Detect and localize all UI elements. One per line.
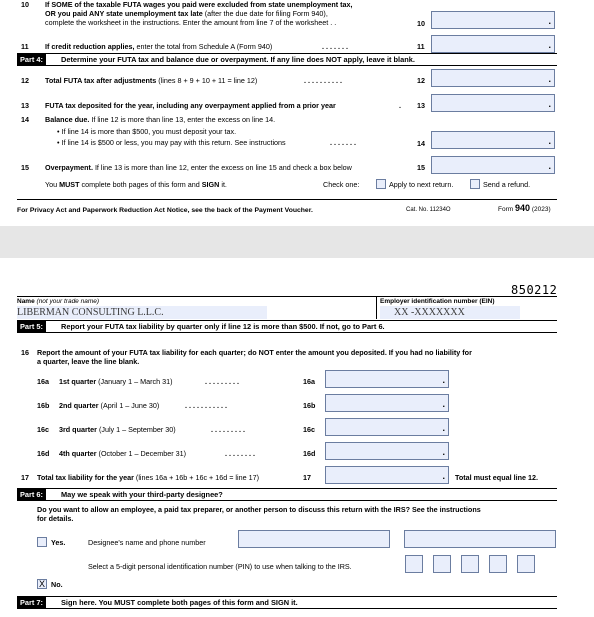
- line-12-ref: 12: [417, 76, 425, 85]
- pin-digit-5-box[interactable]: [517, 555, 535, 573]
- form-code: 850212: [511, 283, 558, 297]
- line-16b-amount-field[interactable]: [325, 394, 449, 412]
- line-16d-text: 4th quarter (October 1 – December 31): [59, 449, 187, 458]
- line-17-note: Total must equal line 12.: [455, 473, 538, 482]
- line-16a-number: 16a: [37, 377, 49, 386]
- line-17-amount-field[interactable]: [325, 466, 449, 484]
- apply-to-next-return-checkbox[interactable]: [376, 179, 386, 189]
- line-14-dots: . . . . . . .: [330, 138, 356, 147]
- line-15-ref: 15: [417, 163, 425, 172]
- check-one-label: Check one:: [323, 180, 360, 189]
- checked-x-mark: X: [39, 579, 46, 589]
- line-12-amount-field[interactable]: [431, 69, 555, 87]
- line-16-text-b: a quarter, leave the line blank.: [37, 357, 140, 366]
- line-10-amount-field[interactable]: [431, 11, 555, 29]
- line-11-number: 11: [21, 42, 29, 51]
- line-14-text: Balance due. If line 12 is more than line 13, enter the excess on line 14.: [45, 115, 276, 124]
- line-11-text: If credit reduction applies, enter the total from Schedule A (Form 940): [45, 42, 273, 51]
- ein-field[interactable]: [380, 306, 520, 319]
- pin-label: Select a 5-digit personal identification number (PIN) to use when talking to the IRS.: [88, 562, 352, 571]
- line-17-text: Total tax liability for the year (lines 16a + 16b + 16c + 16d = line 17): [37, 473, 259, 482]
- line-16a-ref: 16a: [303, 377, 315, 386]
- line-13-dots: .: [399, 101, 401, 110]
- ein-value: XX -XXXXXXX: [394, 307, 465, 318]
- designee-label: Designee's name and phone number: [88, 538, 206, 547]
- form-page-2: [0, 258, 594, 617]
- cents-separator: .: [548, 99, 551, 109]
- part-4-title: Determine your FUTA tax and balance due or overpayment. If any line does NOT apply, leave it blank.: [61, 55, 415, 64]
- name-label: Name (not your trade name): [17, 298, 100, 305]
- line-16c-ref: 16c: [303, 425, 315, 434]
- must-complete-note: You MUST complete both pages of this form and SIGN it.: [45, 180, 227, 189]
- line-10-text-b: OR you paid ANY state unemployment tax late (after the due date for filing Form 940),: [45, 9, 328, 18]
- designee-phone-field[interactable]: [404, 530, 556, 548]
- line-15-number: 15: [21, 163, 29, 172]
- line-14-amount-field[interactable]: [431, 131, 555, 149]
- line-11-amount-field[interactable]: [431, 35, 555, 53]
- line-14-ref: 14: [417, 139, 425, 148]
- line-11-ref: 11: [417, 42, 425, 51]
- line-14-number: 14: [21, 115, 29, 124]
- part-6-title: May we speak with your third-party designee?: [61, 490, 223, 499]
- name-field[interactable]: [17, 306, 267, 319]
- footer-rule: [17, 199, 557, 200]
- form-page-1: [0, 0, 594, 226]
- line-13-amount-field[interactable]: [431, 94, 555, 112]
- line-16b-dots: . . . . . . . . . . .: [185, 401, 227, 410]
- line-12-dots: . . . . . . . . . .: [304, 76, 342, 85]
- cents-separator: .: [442, 471, 445, 481]
- cents-separator: .: [442, 423, 445, 433]
- cents-separator: .: [548, 40, 551, 50]
- catalog-number: Cat. No. 11234O: [406, 207, 451, 213]
- part-5-label: Part 5:: [17, 321, 46, 332]
- line-13-number: 13: [21, 101, 29, 110]
- form-number: Form 940 (2023): [498, 203, 551, 213]
- line-16c-amount-field[interactable]: [325, 418, 449, 436]
- yes-checkbox[interactable]: [37, 537, 47, 547]
- cents-separator: .: [442, 447, 445, 457]
- no-checkbox[interactable]: [37, 579, 47, 589]
- line-16a-dots: . . . . . . . . .: [205, 377, 239, 386]
- line-10-text-c: complete the worksheet in the instructions. Enter the amount from line 7 of the worksheet . .: [45, 18, 337, 27]
- name-value: LIBERMAN CONSULTING L.L.C.: [17, 307, 164, 318]
- ein-divider: [376, 296, 377, 319]
- line-16d-number: 16d: [37, 449, 50, 458]
- cents-separator: .: [548, 16, 551, 26]
- line-16d-amount-field[interactable]: [325, 442, 449, 460]
- line-15-text: Overpayment. If line 13 is more than line 12, enter the excess on line 15 and check a box below: [45, 163, 352, 172]
- line-12-number: 12: [21, 76, 29, 85]
- part-6-label: Part 6:: [17, 489, 46, 500]
- cents-separator: .: [548, 136, 551, 146]
- part-4-header: [17, 53, 557, 66]
- line-16c-dots: . . . . . . . . .: [211, 425, 245, 434]
- cents-separator: .: [548, 161, 551, 171]
- line-12-text: Total FUTA tax after adjustments (lines 8 + 9 + 10 + 11 = line 12): [45, 76, 258, 85]
- line-16d-dots: . . . . . . . .: [225, 449, 255, 458]
- part-4-label: Part 4:: [17, 54, 46, 65]
- pin-digit-1-box[interactable]: [405, 555, 423, 573]
- line-16-text-a: Report the amount of your FUTA tax liability for each quarter; do NOT enter the amount you deposited. If you had no liability for: [37, 348, 472, 357]
- line-13-text: FUTA tax deposited for the year, including any overpayment applied from a prior year: [45, 101, 336, 110]
- no-label: No.: [51, 580, 63, 589]
- pin-digit-3-box[interactable]: [461, 555, 479, 573]
- line-16a-text: 1st quarter (January 1 – March 31): [59, 377, 173, 386]
- part-5-header: [17, 320, 557, 333]
- part-6-header: [17, 488, 557, 501]
- part-7-header: [17, 596, 557, 609]
- ein-label: Employer identification number (EIN): [380, 298, 495, 305]
- line-14-bullet-2: • If line 14 is $500 or less, you may pay with this return. See instructions: [57, 138, 286, 147]
- part-7-label: Part 7:: [17, 597, 46, 608]
- line-10-number: 10: [21, 0, 29, 9]
- part-6-question-a: Do you want to allow an employee, a paid tax preparer, or another person to discuss this return with the IRS? See the instructions: [37, 505, 481, 514]
- line-16d-ref: 16d: [303, 449, 316, 458]
- line-16-number: 16: [21, 348, 29, 357]
- line-16c-number: 16c: [37, 425, 49, 434]
- part-7-title: Sign here. You MUST complete both pages of this form and SIGN it.: [61, 598, 298, 607]
- apply-to-next-return-label: Apply to next return.: [389, 180, 454, 189]
- line-16a-amount-field[interactable]: [325, 370, 449, 388]
- cents-separator: .: [442, 399, 445, 409]
- send-refund-checkbox[interactable]: [470, 179, 480, 189]
- line-13-ref: 13: [417, 101, 425, 110]
- line-10-text-a: If SOME of the taxable FUTA wages you paid were excluded from state unemployment tax,: [45, 0, 353, 9]
- pin-digit-2-box[interactable]: [433, 555, 451, 573]
- cents-separator: .: [548, 74, 551, 84]
- pin-digit-4-box[interactable]: [489, 555, 507, 573]
- line-17-number: 17: [21, 473, 29, 482]
- line-16c-text: 3rd quarter (July 1 – September 30): [59, 425, 176, 434]
- line-11-dots: . . . . . . .: [322, 42, 348, 51]
- line-15-amount-field[interactable]: [431, 156, 555, 174]
- part-5-title: Report your FUTA tax liability by quarter only if line 12 is more than $500. If not, go to Part 6.: [61, 322, 385, 331]
- line-16b-number: 16b: [37, 401, 50, 410]
- line-17-ref: 17: [303, 473, 311, 482]
- line-10-ref: 10: [417, 19, 425, 28]
- send-refund-label: Send a refund.: [483, 180, 531, 189]
- cents-separator: .: [442, 375, 445, 385]
- designee-name-field[interactable]: [238, 530, 390, 548]
- yes-label: Yes.: [51, 538, 66, 547]
- line-16b-text: 2nd quarter (April 1 – June 30): [59, 401, 160, 410]
- privacy-notice: For Privacy Act and Paperwork Reduction Act Notice, see the back of the Payment Voucher.: [17, 207, 313, 214]
- line-14-bullet-1: • If line 14 is more than $500, you must deposit your tax.: [57, 127, 237, 136]
- part-6-question-b: for details.: [37, 514, 74, 523]
- line-16b-ref: 16b: [303, 401, 316, 410]
